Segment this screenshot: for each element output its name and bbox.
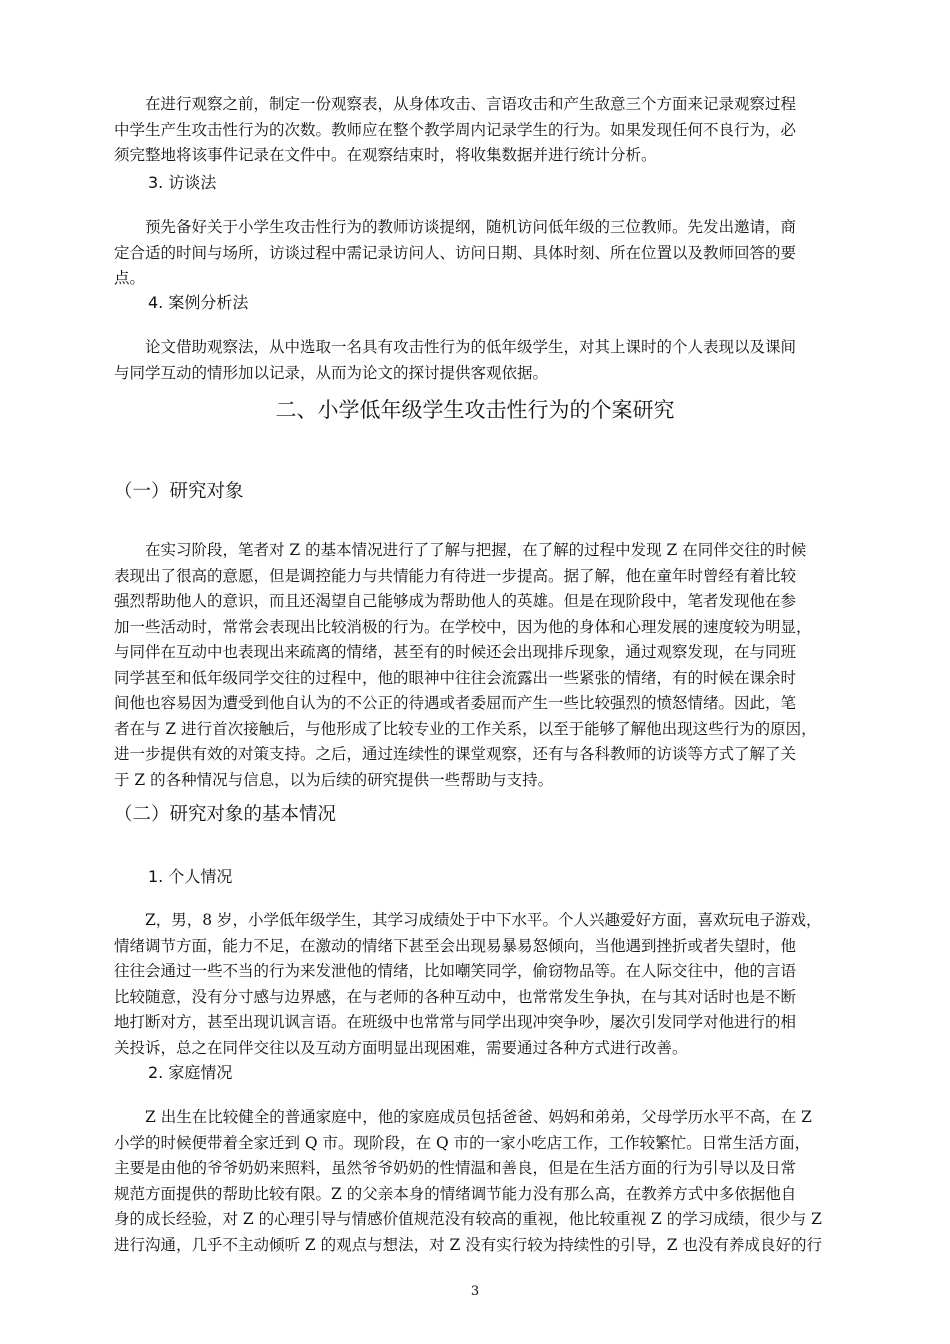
text-line: 间他也容易因为遭受到他自认为的不公正的待遇或者委屈而产生一些比较强烈的愤怒情绪。因此，笔 bbox=[114, 694, 797, 712]
heading-interview-method: 3. 访谈法 bbox=[148, 173, 217, 192]
paragraph-interview bbox=[114, 215, 860, 292]
text-line: 进行沟通，几乎不主动倾听 Z 的观点与想法，对 Z 没有实行较为持续性的引导，Z 也没有养成良好的行 bbox=[114, 1235, 822, 1254]
text-line: 论文借助观察法，从中选取一名具有攻击性行为的低年级学生，对其上课时的个人表现以及课间 bbox=[145, 338, 797, 356]
page-number: 3 bbox=[470, 1284, 480, 1299]
text-line: 地打断对方，甚至出现讥讽言语。在班级中也常常与同学出现冲突争吵，屡次引发同学对他进行的相 bbox=[114, 1013, 797, 1031]
text-line: 表现出了很高的意愿，但是调控能力与共情能力有待进一步提高。据了解，他在童年时曾经有着比较 bbox=[114, 566, 797, 585]
subsection-research-subject: （一）研究对象 bbox=[114, 481, 244, 502]
text-line: 与同学互动的情形加以记录，从而为论文的探讨提供客观依据。 bbox=[114, 363, 549, 382]
text-line: 于 Z 的各种情况与信息，以为后续的研究提供一些帮助与支持。 bbox=[114, 770, 554, 789]
text-line: 关投诉，总之在同伴交往以及互动方面明显出现困难，需要通过各种方式进行改善。 bbox=[114, 1038, 688, 1057]
paragraph-family-info bbox=[114, 1105, 860, 1258]
text-line: 预先备好关于小学生攻击性行为的教师访谈提纲，随机访问低年级的三位教师。先发出邀请，商 bbox=[145, 218, 797, 236]
text-line: 加一些活动时，常常会表现出比较消极的行为。在学校中，因为他的身体和心理发展的速度较为明显， bbox=[114, 617, 812, 636]
text-line: 情绪调节方面，能力不足，在激动的情绪下甚至会出现易暴易怒倾向，当他遇到挫折或者失望时，他 bbox=[114, 936, 797, 955]
paragraph-personal-info bbox=[114, 908, 860, 1061]
subsection-basic-info: （二）研究对象的基本情况 bbox=[114, 804, 337, 825]
text-line: 点。 bbox=[114, 269, 146, 287]
text-line: 在实习阶段，笔者对 Z 的基本情况进行了了解与把握，在了解的过程中发现 Z 在同伴交往的时候 bbox=[145, 541, 807, 559]
heading-family-info: 2. 家庭情况 bbox=[148, 1063, 233, 1082]
text-line: 主要是由他的爷爷奶奶来照料，虽然爷爷奶奶的性情温和善良，但是在生活方面的行为引导以及日常 bbox=[114, 1159, 797, 1177]
text-line: 与同伴在互动中也表现出来疏离的情绪，甚至有的时候还会出现排斥现象，通过观察发现，在与同班 bbox=[114, 643, 797, 661]
paragraph-observation bbox=[114, 92, 860, 169]
text-line: 定合适的时间与场所，访谈过程中需记录访问人、访问日期、具体时刻、所在位置以及教师回答的要 bbox=[114, 243, 797, 262]
text-line: 中学生产生攻击性行为的次数。教师应在整个教学周内记录学生的行为。如果发现任何不良行为，必 bbox=[114, 120, 797, 139]
text-line: 同学甚至和低年级同学交往的过程中，他的眼神中往往会流露出一些紧张的情绪，有的时候在课余时 bbox=[114, 668, 797, 687]
text-line: 者在与 Z 进行首次接触后，与他形成了比较专业的工作关系，以至于能够了解他出现这些行为的原因， bbox=[114, 719, 817, 738]
text-line: 强烈帮助他人的意识，而且还渴望自己能够成为帮助他人的英雄。但是在现阶段中，笔者发现他在参 bbox=[114, 592, 797, 610]
text-line: 进一步提供有效的对策支持。之后，通过连续性的课堂观察，还有与各科教师的访谈等方式了解了关 bbox=[114, 745, 797, 763]
text-line: Z，男，8 岁，小学低年级学生，其学习成绩处于中下水平。个人兴趣爱好方面，喜欢玩电子游戏， bbox=[145, 911, 822, 929]
text-line: 身的成长经验，对 Z 的心理引导与情感价值规范没有较高的重视，他比较重视 Z 的学习成绩，很少与 Z bbox=[114, 1210, 822, 1228]
text-line: Z 出生在比较健全的普通家庭中，他的家庭成员包括爸爸、妈妈和弟弟，父母学历水平不高，在 Z bbox=[145, 1108, 812, 1126]
text-line: 须完整地将该事件记录在文件中。在观察结束时，将收集数据并进行统计分析。 bbox=[114, 146, 657, 164]
text-line: 在进行观察之前，制定一份观察表，从身体攻击、言语攻击和产生敌意三个方面来记录观察过程 bbox=[145, 95, 797, 113]
text-line: 往往会通过一些不当的行为来发泄他的情绪，比如嘲笑同学，偷窃物品等。在人际交往中，他的言语 bbox=[114, 962, 797, 980]
text-line: 小学的时候便带着全家迁到 Q 市。现阶段，在 Q 市的一家小吃店工作，工作较繁忙。日常生活方面， bbox=[114, 1133, 811, 1152]
text-line: 比较随意，没有分寸感与边界感，在与老师的各种互动中，也常常发生争执，在与其对话时也是不断 bbox=[114, 987, 797, 1006]
paragraph-case-analysis bbox=[114, 335, 860, 386]
paragraph-research-subject bbox=[114, 538, 860, 793]
heading-case-analysis: 4. 案例分析法 bbox=[148, 293, 249, 312]
heading-personal-info: 1. 个人情况 bbox=[148, 867, 233, 886]
section-title: 二、小学低年级学生攻击性行为的个案研究 bbox=[275, 398, 675, 422]
text-line: 规范方面提供的帮助比较有限。Z 的父亲本身的情绪调节能力没有那么高，在教养方式中多依据他自 bbox=[114, 1184, 797, 1203]
